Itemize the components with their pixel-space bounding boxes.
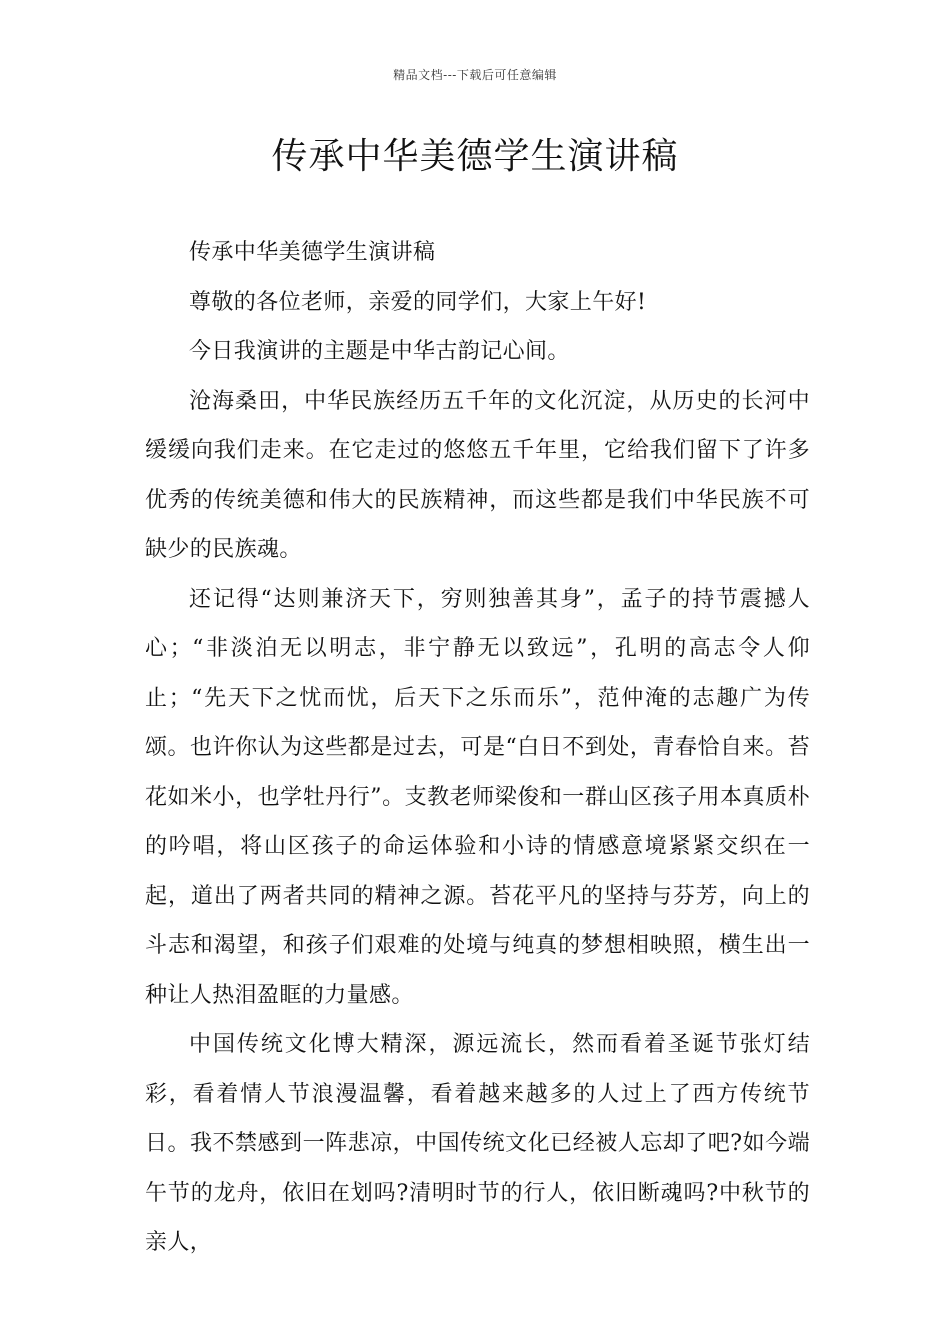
header-note: 精品文档---下载后可任意编辑 xyxy=(393,68,557,82)
paragraph-culture: 中国传统文化博大精深，源远流长，然而看着圣诞节张灯结彩，看着情人节浪漫温馨，看着越来越多的人过上了西方传统节日。我不禁感到一阵悲凉，中国传统文化已经被人忘却了吧?如今端午节的龙舟，依旧在划吗?清明时节的行人，依旧断魂吗?中秋节的亲人， xyxy=(145,1032,810,1255)
paragraph-subtitle: 传承中华美德学生演讲稿 xyxy=(189,240,436,265)
paragraph-history: 沧海桑田，中华民族经历五千年的文化沉淀，从历史的长河中缓缓向我们走来。在它走过的悠悠五千年里，它给我们留下了许多优秀的传统美德和伟大的民族精神，而这些都是我们中华民族不可缺少的民族魂。 xyxy=(145,388,810,562)
paragraph-greeting: 尊敬的各位老师，亲爱的同学们，大家上午好! xyxy=(189,289,647,315)
paragraph-theme: 今日我演讲的主题是中华古韵记心间。 xyxy=(189,339,570,364)
paragraph-examples: 还记得“达则兼济天下，穷则独善其身”，孟子的持节震撼人心；“非淡泊无以明志，非宁静无以致远”，孔明的高志令人仰止；“先天下之忧而忧，后天下之乐而乐”，范仲淹的志趣广为传颂。也许你认为这些都是过去，可是“白日不到处，青春恰自来。苔花如米小，也学牡丹行”。支教老师梁俊和一群山区孩子用本真质朴的吟唱，将山区孩子的命运体验和小诗的情感意境紧紧交织在一起，道出了两者共同的精神之源。苔花平凡的坚持与芬芳，向上的斗志和渴望，和孩子们艰难的处境与纯真的梦想相映照，横生出一种让人热泪盈眶的力量感。 xyxy=(145,586,810,1008)
document-body xyxy=(145,228,810,1268)
document-title: 传承中华美德学生演讲稿 xyxy=(271,136,679,177)
